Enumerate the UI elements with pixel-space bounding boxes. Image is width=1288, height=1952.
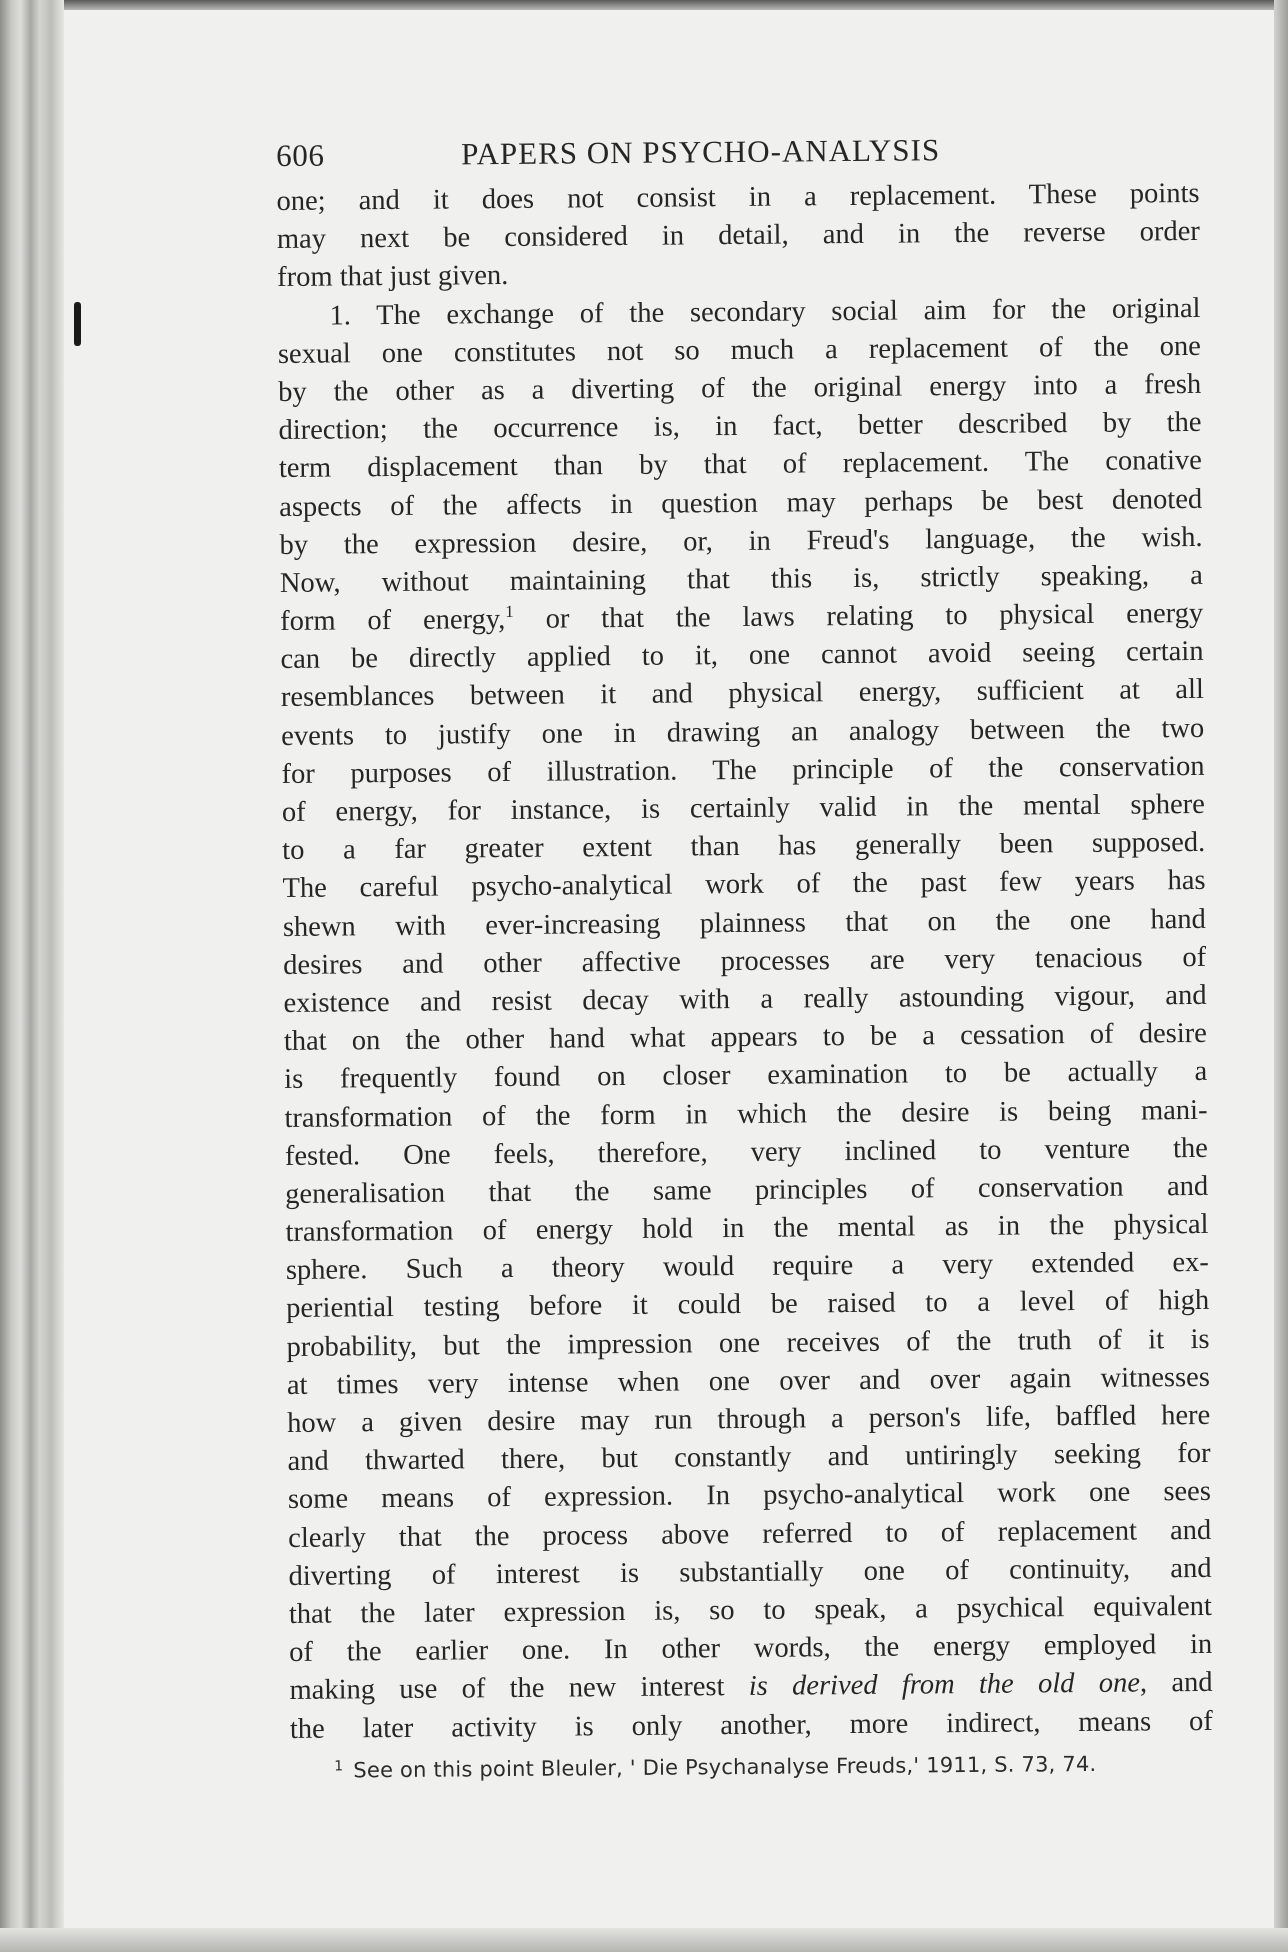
text-line: direction; the occurrence is, in fact, better described by the [278,407,1202,447]
text-line: the later activity is only another, more indirect, means of [289,1705,1213,1745]
text-line: diverting of interest is substantially one of continuity, and [288,1552,1212,1592]
footnote-marker: 1 [334,1758,344,1775]
scan-top-edge [0,0,1288,10]
text-line: events to justify one in drawing an analogy between the two [281,712,1205,752]
text-line: at times very intense when one over and over again witnesses [286,1361,1210,1401]
running-head [276,130,1199,182]
scan-bottom-edge [0,1928,1288,1952]
text-line: can be directly applied to it, one cannot avoid seeing certain [280,636,1204,676]
text-line: existence and resist decay with a really astounding vigour, and [283,979,1207,1019]
footnote-reference: 1 [505,602,514,622]
text-line: transformation of the form in which the desire is being mani- [284,1094,1208,1134]
book-spine-edge [0,0,64,1952]
text-line: of energy, for instance, is certainly valid in the mental sphere [281,788,1205,828]
text-line: from that just given. [277,260,509,294]
text-line: that the later expression is, so to speak, a psychical equivalent [288,1590,1212,1630]
text-line: is frequently found on closer examination to be actually a [284,1056,1208,1096]
text-line: periential testing before it could be raised to a level of high [286,1285,1210,1325]
text-line: of the earlier one. In other words, the energy employed in [289,1629,1213,1669]
text-segment: making use of the new interest [289,1671,749,1707]
text-line: and thwarted there, but constantly and untiringly seeking for [287,1438,1211,1478]
text-line: fested. One feels, therefore, very inclined to venture the [284,1132,1208,1172]
text-line: one; and it does not consist in a replacement. These points [276,177,1200,217]
text-line: Now, without maintaining that this is, strictly speaking, a [279,559,1203,599]
text-line: generalisation that the same principles of conservation and [285,1170,1209,1210]
text-line: aspects of the affects in question may perhaps be best denoted [279,483,1203,523]
text-line: The careful psycho-analytical work of the past few years has [282,865,1206,905]
text-line: by the expression desire, or, in Freud's language, the wish. [279,521,1203,561]
text-line: shewn with ever-increasing plainness that on the one hand [282,903,1206,943]
running-title: PAPERS ON PSYCHO-ANALYSIS [460,132,941,172]
text-line: clearly that the process above referred to of replacement and [288,1514,1212,1554]
emphasized-text: is derived from the old one [748,1667,1141,1703]
text-line: sexual one constitutes not so much a replacement of the one [277,330,1201,370]
text-line: desires and other affective processes are very tenacious of [283,941,1207,981]
scan-right-edge [1274,0,1288,1952]
text-line: may next be considered in detail, and in the reverse order [276,216,1200,256]
text-line: how a given desire may run through a person's life, baffled here [287,1399,1211,1439]
text-line: term displacement than by that of replacement. The conative [278,445,1202,485]
text-line: probability, but the impression one receives of the truth of it is [286,1323,1210,1363]
text-block [276,130,1213,1789]
page-number: 606 [276,137,325,173]
spine-mark [74,302,81,346]
text-line: for purposes of illustration. The principle of the conservation [281,750,1205,790]
text-line: resemblances between it and physical energy, sufficient at all [280,674,1204,714]
text-line: to a far greater extent than has generally been supposed. [282,827,1206,867]
text-line: 1. The exchange of the secondary social aim for the original [329,292,1201,332]
body-text [276,175,1213,1749]
text-line: transformation of energy hold in the mental as in the physical [285,1208,1209,1249]
text-line: by the other as a diverting of the original energy into a fresh [278,368,1202,408]
text-line: that on the other hand what appears to be a cessation of desire [283,1018,1207,1058]
text-segment: form of energy, [280,604,506,638]
text-segment: , and [1139,1667,1213,1699]
text-line: sphere. Such a theory would require a very extended ex- [285,1247,1209,1287]
text-segment: or that the laws relating to physical energy [513,597,1204,636]
footnote-text: See on this point Bleuler, ' Die Psychanalyse Freuds,' 1911, S. 73, 74. [353,1751,1097,1783]
text-line: some means of expression. In psycho-analytical work one sees [287,1476,1211,1516]
